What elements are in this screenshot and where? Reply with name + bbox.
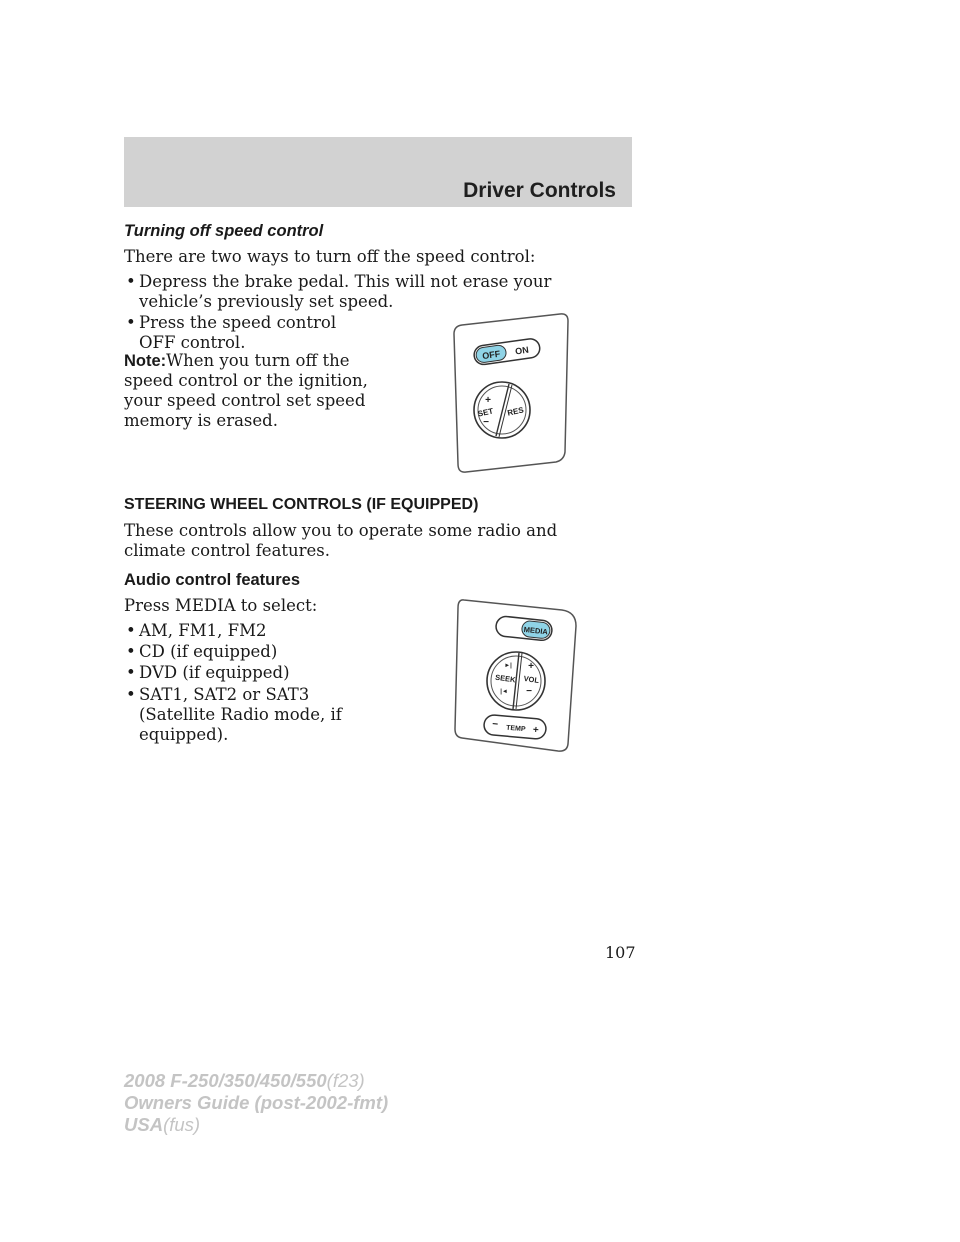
audio-heading: Audio control features bbox=[124, 571, 301, 589]
temp-plus-label: + bbox=[532, 724, 540, 736]
speed-control-illustration bbox=[448, 312, 572, 474]
footer-line-1: 2008 F-250/350/450/550(f23) bbox=[124, 1070, 365, 1091]
set-plus-label: + bbox=[485, 395, 491, 406]
note-label: Note: bbox=[124, 352, 167, 370]
seek-label: SEEK bbox=[494, 672, 517, 685]
audio-bullet-2: • CD (if equipped) bbox=[126, 642, 278, 661]
bullet-dot: • bbox=[126, 685, 136, 704]
vol-plus-label: + bbox=[528, 661, 534, 672]
speed-off-bullet-1: • Depress the brake pedal. This will not erase your vehicle’s previously set speed. bbox=[126, 272, 552, 311]
off-button-label: OFF bbox=[481, 348, 501, 362]
vol-minus-label: − bbox=[526, 686, 532, 697]
temp-label: TEMP bbox=[505, 724, 526, 734]
section-title: Driver Controls bbox=[463, 179, 616, 202]
set-minus-label: − bbox=[483, 417, 489, 428]
audio-bullet-3: • DVD (if equipped) bbox=[126, 663, 290, 682]
footer-line-3: USA(fus) bbox=[124, 1114, 201, 1135]
vol-label: VOL bbox=[523, 673, 540, 686]
speed-off-note bbox=[124, 351, 386, 431]
bullet-dot: • bbox=[126, 642, 136, 661]
seek-prev-icon: |◄ bbox=[500, 689, 508, 695]
steering-heading: STEERING WHEEL CONTROLS (IF EQUIPPED) bbox=[124, 496, 479, 513]
audio-control-illustration bbox=[450, 596, 580, 752]
temp-minus-label: − bbox=[491, 718, 499, 731]
speed-off-bullet-2: • Press the speed control OFF control. bbox=[126, 313, 337, 352]
bullet-dot: • bbox=[126, 621, 136, 640]
res-label: RES bbox=[506, 405, 525, 418]
bullet-dot: • bbox=[126, 663, 136, 682]
note-text: When you turn off the speed control or the ignition, your speed control set speed memory is erased. bbox=[124, 351, 368, 430]
set-label: SET bbox=[476, 406, 495, 419]
audio-bullet-4: • SAT1, SAT2 or SAT3 (Satellite Radio mode, if equipped). bbox=[126, 685, 342, 744]
speed-off-heading: Turning off speed control bbox=[124, 222, 324, 240]
footer-line-2: Owners Guide (post-2002-fmt) bbox=[124, 1092, 389, 1113]
on-button-label: ON bbox=[514, 344, 530, 357]
audio-bullet-1: • AM, FM1, FM2 bbox=[126, 621, 267, 640]
bullet-dot: • bbox=[126, 272, 136, 291]
footer bbox=[124, 1070, 388, 1136]
page-number: 107 bbox=[605, 943, 636, 962]
audio-intro: Press MEDIA to select: bbox=[124, 596, 318, 615]
header-band bbox=[124, 137, 632, 207]
steering-intro: These controls allow you to operate some radio and climate control features. bbox=[124, 521, 558, 560]
media-button-label: MEDIA bbox=[523, 624, 549, 637]
bullet-dot: • bbox=[126, 313, 136, 332]
speed-off-intro: There are two ways to turn off the speed control: bbox=[124, 247, 536, 266]
seek-next-icon: ►| bbox=[504, 663, 512, 669]
